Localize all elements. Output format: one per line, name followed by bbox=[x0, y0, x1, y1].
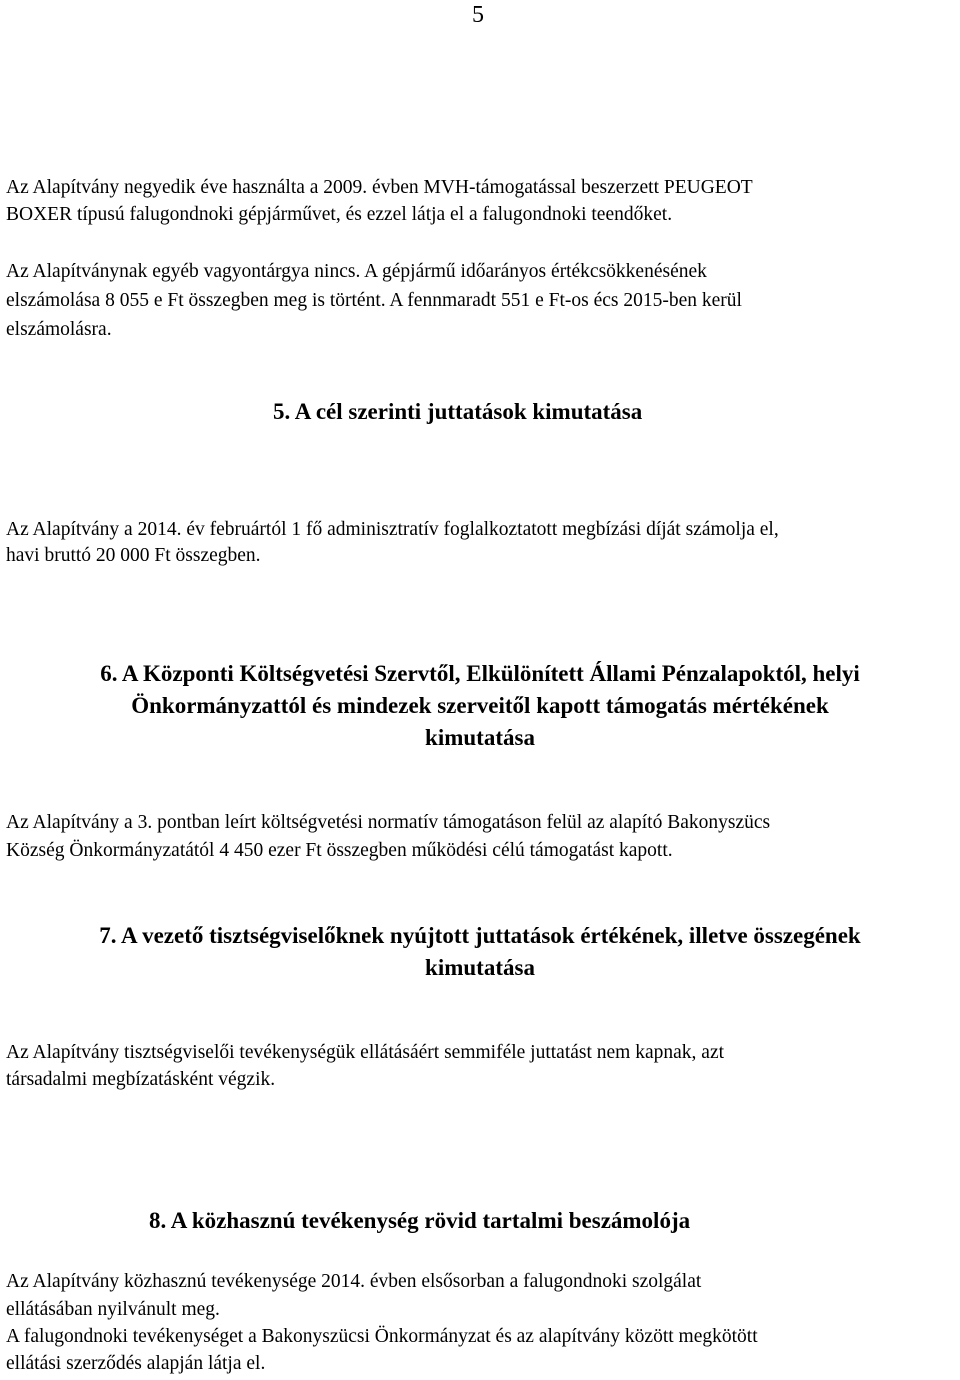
page-number: 5 bbox=[472, 2, 484, 28]
paragraph-line: elszámolása 8 055 e Ft összegben meg is történt. A fennmaradt 551 e Ft-os écs 2015-ben kerül bbox=[6, 290, 742, 311]
paragraph-line: havi bruttó 20 000 Ft összegben. bbox=[6, 545, 261, 566]
paragraph-line: Az Alapítványnak egyéb vagyontárgya nincs. A gépjármű időarányos értékcsökkenésének bbox=[6, 261, 707, 282]
paragraph-line: BOXER típusú falugondnoki gépjárművet, és ezzel látja el a falugondnoki teendőket. bbox=[6, 204, 673, 225]
section-heading-7: 7. A vezető tisztségviselőknek nyújtott juttatások értékének, illetve összegének bbox=[99, 923, 861, 948]
section-heading-6: Önkormányzattól és mindezek szerveitől kapott támogatás mértékének bbox=[131, 693, 829, 718]
section-heading-5: 5. A cél szerinti juttatások kimutatása bbox=[273, 399, 643, 424]
paragraph-line: Az Alapítvány negyedik éve használta a 2009. évben MVH-támogatással beszerzett PEUGEOT bbox=[6, 177, 753, 198]
section-heading-6: kimutatása bbox=[425, 725, 535, 750]
paragraph-line: Az Alapítvány közhasznú tevékenysége 2014. évben elsősorban a falugondnoki szolgálat bbox=[6, 1271, 702, 1292]
paragraph-line: A falugondnoki tevékenységet a Bakonyszücsi Önkormányzat és az alapítvány között megkötött bbox=[6, 1326, 758, 1347]
section-heading-8: 8. A közhasznú tevékenység rövid tartalmi beszámolója bbox=[149, 1208, 691, 1233]
paragraph-line: ellátási szerződés alapján látja el. bbox=[6, 1353, 266, 1374]
paragraph-line: Az Alapítvány tisztségviselői tevékenységük ellátásáért semmiféle juttatást nem kapnak, azt bbox=[6, 1042, 725, 1063]
paragraph-line: Az Alapítvány a 2014. év februártól 1 fő adminisztratív foglalkoztatott megbízási díját számolja el, bbox=[6, 519, 779, 540]
section-heading-6: 6. A Központi Költségvetési Szervtől, Elkülönített Állami Pénzalapoktól, helyi bbox=[100, 661, 860, 686]
paragraph-line: ellátásában nyilvánult meg. bbox=[6, 1299, 220, 1320]
section-heading-7: kimutatása bbox=[425, 955, 535, 980]
paragraph-line: Község Önkormányzatától 4 450 ezer Ft összegben működési célú támogatást kapott. bbox=[6, 840, 673, 861]
paragraph-line: elszámolásra. bbox=[6, 319, 112, 340]
paragraph-line: társadalmi megbízatásként végzik. bbox=[6, 1069, 276, 1090]
paragraph-line: Az Alapítvány a 3. pontban leírt költségvetési normatív támogatáson felül az alapító Bakonyszücs bbox=[6, 812, 771, 833]
